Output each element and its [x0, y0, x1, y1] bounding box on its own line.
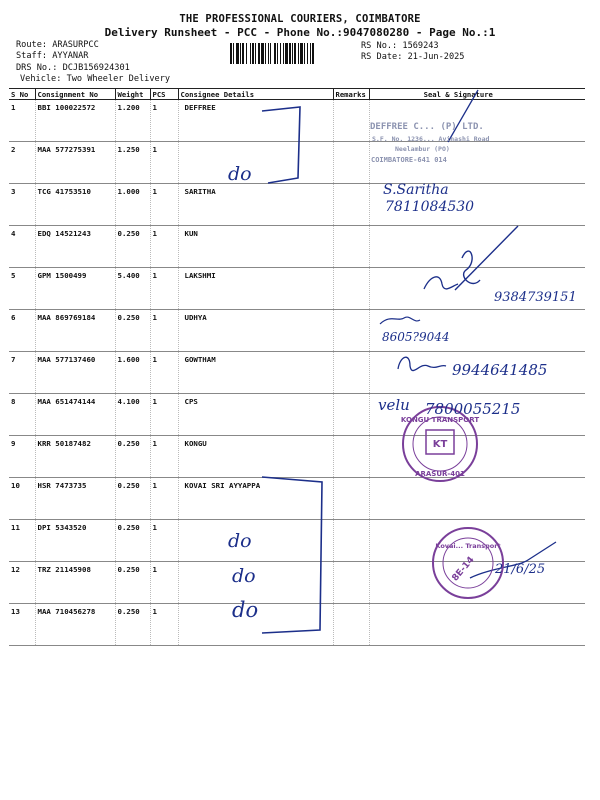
kongu-round-stamp: [401, 407, 479, 481]
row-weight: 5.400: [115, 268, 150, 310]
route-label: Route: ARASURPCC: [16, 40, 99, 50]
row-sno: 10: [9, 478, 35, 520]
col-sno-header: S No: [9, 89, 35, 100]
row-weight: 1.250: [115, 142, 150, 184]
row-pcs: 1: [150, 100, 178, 142]
ditto-mark-row-12: do: [228, 530, 252, 552]
row-sno: 8: [9, 394, 35, 436]
row-pcs: 1: [150, 520, 178, 562]
phone-handwritten-row-7: 9944641485: [452, 361, 548, 379]
row-sno: 7: [9, 352, 35, 394]
row-consignment-no: MAA 869769184: [35, 310, 115, 352]
row-pcs: 1: [150, 604, 178, 646]
row-pcs: 1: [150, 562, 178, 604]
row-pcs: 1: [150, 478, 178, 520]
row-consignment-no: EDQ 14521243: [35, 226, 115, 268]
vehicle-label: Vehicle: Two Wheeler Delivery: [20, 74, 171, 84]
row-pcs: 1: [150, 352, 178, 394]
svg-text:COIMBATORE-641 014: COIMBATORE-641 014: [371, 156, 447, 164]
row-sno: 6: [9, 310, 35, 352]
row-pcs: 1: [150, 268, 178, 310]
ditto-mark-row-13: do: [232, 598, 259, 622]
svg-text:DEFFREE C... (P) LTD.: DEFFREE C... (P) LTD.: [370, 122, 484, 132]
signature-stroke: [380, 317, 420, 324]
row-consignee: KUN: [178, 226, 333, 268]
signature-stroke: [424, 277, 458, 289]
row-weight: 0.250: [115, 478, 150, 520]
col-remarks-header: Remarks: [333, 89, 369, 100]
ditto-mark-row-12b: do: [232, 565, 256, 587]
col-consignee-header: Consignee Details: [178, 89, 333, 100]
runsheet-subtitle: Delivery Runsheet - PCC - Phone No.:9047080280 - Page No.:1: [104, 26, 496, 39]
row-sno: 13: [9, 604, 35, 646]
row-sno: 12: [9, 562, 35, 604]
staff-label: Staff: AYYANAR: [16, 51, 89, 61]
row-consignee: KONGU: [178, 436, 333, 478]
svg-text:Neelambur (PO): Neelambur (PO): [395, 145, 450, 153]
phone-handwritten-row-5: 9384739151: [494, 290, 577, 305]
row-weight: 1.000: [115, 184, 150, 226]
svg-text:KT: KT: [432, 439, 448, 450]
col-weight-header: Weight: [115, 89, 150, 100]
row-consignee: KOVAI SRI AYYAPPA: [178, 478, 333, 520]
row-consignee: CPS: [178, 394, 333, 436]
drs-label: DRS No.: DCJB156924301: [16, 63, 130, 73]
row-consignee: LAKSHMI: [178, 268, 333, 310]
row-consignee: GOWTHAM: [178, 352, 333, 394]
row-pcs: 1: [150, 142, 178, 184]
row-consignment-no: DPI 5343520: [35, 520, 115, 562]
row-consignment-no: TRZ 21145908: [35, 562, 115, 604]
row-sno: 2: [9, 142, 35, 184]
row-consignment-no: MAA 577137460: [35, 352, 115, 394]
kovai-round-stamp: [433, 528, 503, 598]
row-sno: 9: [9, 436, 35, 478]
svg-text:ARASUR-401: ARASUR-401: [415, 470, 465, 478]
row-pcs: 1: [150, 310, 178, 352]
row-pcs: 1: [150, 226, 178, 268]
date-handwritten-row-12: 21/6/25: [495, 562, 546, 577]
svg-text:KONGU TRANSPORT: KONGU TRANSPORT: [400, 416, 480, 424]
phone-handwritten-row-6: 8605?9044: [382, 330, 450, 344]
row-weight: 1.200: [115, 100, 150, 142]
row-consignment-no: MAA 710456278: [35, 604, 115, 646]
row-consignment-no: MAA 651474144: [35, 394, 115, 436]
col-pcs-header: PCS: [150, 89, 178, 100]
row-consignment-no: KRR 50187482: [35, 436, 115, 478]
phone-handwritten-row-3: 7811084530: [385, 199, 475, 215]
signature-velu: velu: [378, 396, 410, 414]
bracket-mark-rows-10-13: [262, 477, 322, 633]
signature-stroke: [398, 357, 446, 370]
svg-text:Kovai... Transport: Kovai... Transport: [435, 542, 501, 550]
rs-date: RS Date: 21-Jun-2025: [361, 52, 465, 62]
svg-text:8E-14: 8E-14: [450, 555, 477, 584]
company-seal-stamp: [370, 122, 489, 164]
row-weight: 0.250: [115, 604, 150, 646]
row-pcs: 1: [150, 436, 178, 478]
row-consignment-no: TCG 41753510: [35, 184, 115, 226]
row-pcs: 1: [150, 394, 178, 436]
row-weight: 4.100: [115, 394, 150, 436]
row-consignment-no: HSR 7473735: [35, 478, 115, 520]
row-sno: 5: [9, 268, 35, 310]
row-consignee: DEFFREE: [178, 100, 333, 142]
row-sno: 1: [9, 100, 35, 142]
company-title: THE PROFESSIONAL COURIERS, COIMBATORE: [179, 13, 421, 25]
row-sno: 4: [9, 226, 35, 268]
row-consignee: UDHYA: [178, 310, 333, 352]
row-weight: 0.250: [115, 436, 150, 478]
signature-saritha: S.Saritha: [383, 182, 449, 198]
row-weight: 0.250: [115, 562, 150, 604]
col-signature-header: Seal & Signature: [369, 89, 585, 100]
signature-stroke: [455, 226, 518, 290]
phone-handwritten-row-8: 7800055215: [425, 400, 521, 418]
bracket-mark-rows-1-2: [262, 107, 300, 183]
row-sno: 11: [9, 520, 35, 562]
ditto-mark-row-2: do: [228, 163, 252, 185]
row-pcs: 1: [150, 184, 178, 226]
rs-number: RS No.: 1569243: [361, 41, 439, 51]
row-consignment-no: BBI 100022572: [35, 100, 115, 142]
row-consignment-no: MAA 577275391: [35, 142, 115, 184]
row-weight: 0.250: [115, 226, 150, 268]
row-consignment-no: GPM 1500499: [35, 268, 115, 310]
row-consignee: SARITHA: [178, 184, 333, 226]
row-weight: 0.250: [115, 520, 150, 562]
row-weight: 0.250: [115, 310, 150, 352]
row-weight: 1.600: [115, 352, 150, 394]
col-consignment-header: Consignment No: [35, 89, 115, 100]
svg-text:S.F. No. 1236... Avinashi Road: S.F. No. 1236... Avinashi Road: [372, 135, 490, 143]
row-sno: 3: [9, 184, 35, 226]
